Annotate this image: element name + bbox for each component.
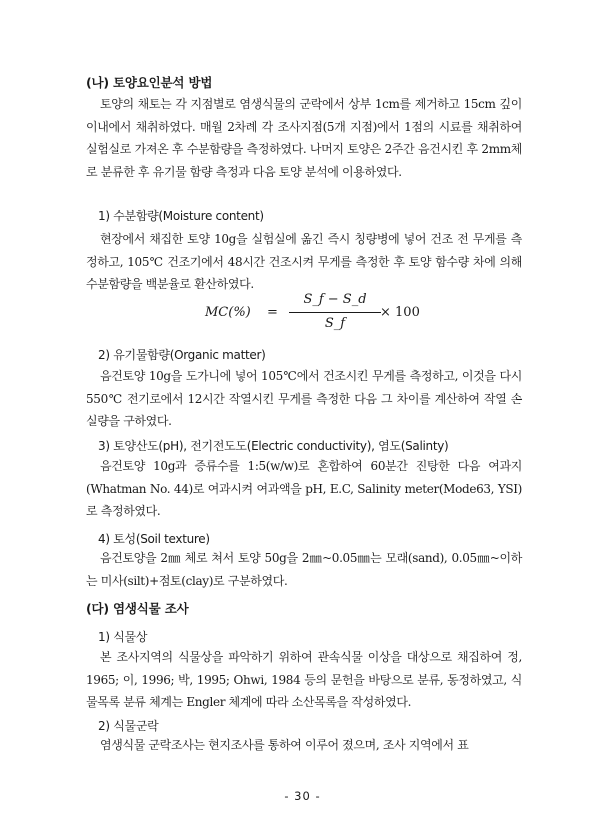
paragraph-text: 본 조사지역의 식물상을 파악하기 위하여 관속식물 이상을 대상으로 채집하여 정, 1965; 이, 1996; 박, 1995; Ohwi, 1984 등의 문헌을 바탕으로 분류, 동정하였고, 식물목록 분류 체계는 Engler 체계에 따라 소산목록을 작성하였다. [86, 650, 522, 709]
formula-multiplier: × 100 [380, 305, 420, 320]
subheading-plant-community: 2) 식물군락 [98, 719, 159, 733]
moisture-formula [205, 292, 425, 336]
paragraph-texture [86, 547, 522, 592]
page-number: - 30 - [284, 789, 321, 803]
fraction-bar [289, 312, 381, 313]
paragraph-text: 음건토양 10g과 증류수를 1:5(w/w)로 혼합하여 60분간 진탕한 다음 여과지(Whatman No. 44)로 여과시켜 여과액을 pH, E.C, Salinity meter(Mode63, YSI)로 측정하였다. [86, 459, 522, 518]
formula-numerator: S_f − S_d [303, 292, 367, 307]
formula-lhs: MC(%) [205, 305, 251, 320]
paragraph-text: 염생식물 군락조사는 현지조사를 통하여 이루어 졌으며, 조사 지역에서 표 [100, 738, 469, 752]
paragraph-flora [86, 646, 522, 714]
formula-equals: = [267, 305, 278, 320]
paragraph-text: 음건토양을 2㎜ 체로 쳐서 토양 50g을 2㎜~0.05㎜는 모래(sand), 0.05㎜~이하는 미사(silt)+점토(clay)로 구분하였다. [86, 551, 522, 588]
paragraph-ph [86, 455, 522, 523]
paragraph-soil-sampling [86, 93, 522, 183]
section-heading-soil-analysis: (나) 토양요인분석 방법 [86, 75, 213, 90]
paragraph-text: 현장에서 채집한 토양 10g을 실험실에 옮긴 즉시 칭량병에 넣어 건조 전 무게를 측정하고, 105℃ 건조기에서 48시간 건조시켜 무게를 측정한 후 토양 함수량 차에 의해 수분함량을 백분율로 환산하였다. [86, 232, 522, 291]
subheading-organic-matter: 2) 유기물함량(Organic matter) [98, 348, 266, 362]
section-heading-halophyte-survey: (다) 염생식물 조사 [86, 601, 189, 616]
subheading-moisture-content: 1) 수분함량(Moisture content) [98, 209, 264, 223]
paragraph-moisture [86, 228, 522, 296]
paragraph-text: 토양의 채토는 각 지점별로 염생식물의 군락에서 상부 1cm를 제거하고 15cm 깊이 이내에서 채취하였다. 매월 2차례 각 조사지점(5개 지점)에서 1점의 시료를 채취하여 실험실로 가져온 후 수분함량을 측정하였다. 나머지 토양은 2주간 음건시킨 후 2mm체로 분류한 후 유기물 함량 측정과 다음 토양 분석에 이용하였다. [86, 97, 522, 179]
paragraph-text: 음건토양 10g을 도가니에 넣어 105℃에서 건조시킨 무게를 측정하고, 이것을 다시 550℃ 전기로에서 12시간 작열시킨 무게를 측정한 다음 그 차이를 계산하여 작열 손실량을 구하였다. [86, 369, 522, 428]
subheading-soil-texture: 4) 토성(Soil texture) [98, 532, 210, 546]
subheading-ph-ec-salinity: 3) 토양산도(pH), 전기전도도(Electric conductivity), 염도(Salinty) [98, 439, 449, 453]
formula-denominator: S_f [324, 316, 346, 331]
paragraph-community [86, 734, 522, 757]
subheading-flora: 1) 식물상 [98, 630, 148, 644]
paragraph-organic [86, 365, 522, 433]
